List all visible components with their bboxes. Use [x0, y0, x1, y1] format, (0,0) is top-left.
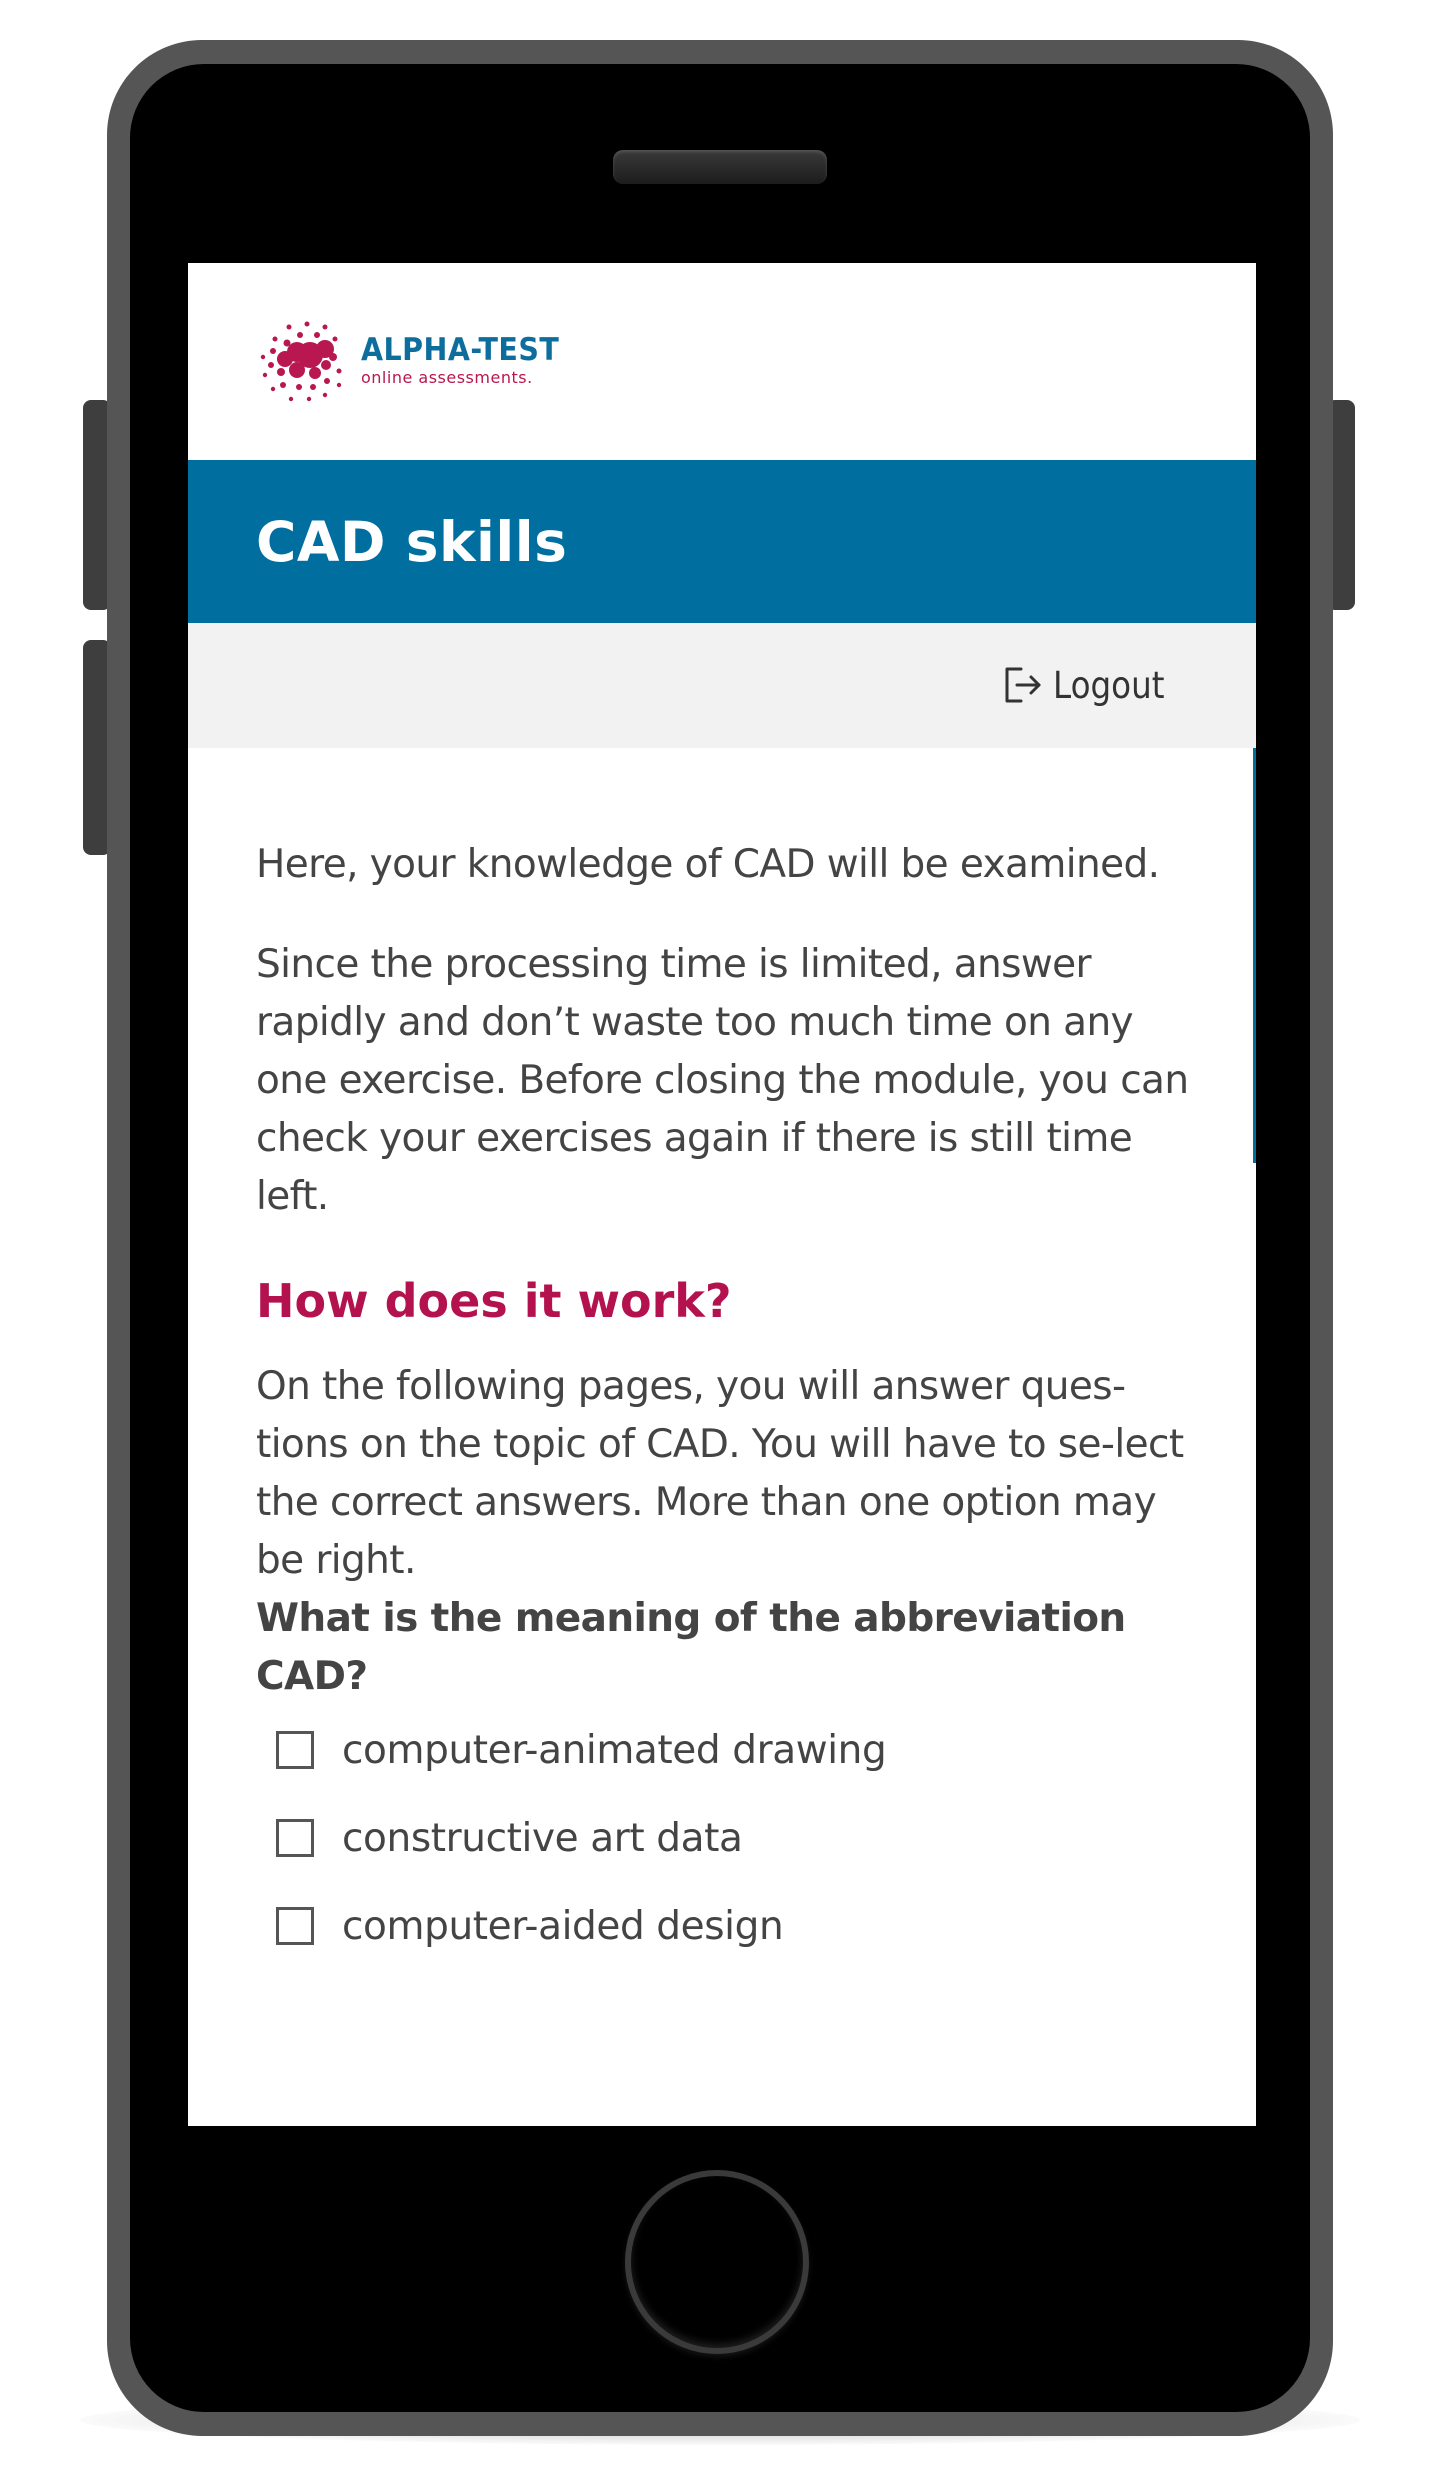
answer-label: computer-animated drawing — [342, 1727, 887, 1773]
logo-dots-icon — [255, 315, 345, 405]
answer-option[interactable] — [256, 1794, 1196, 1882]
brand-tagline: online assessments. — [361, 367, 533, 387]
answer-option[interactable] — [256, 1882, 1196, 1970]
instructions-text: Since the processing time is limited, answer rapidly and don’t waste too much time on any one exercise. Before closing the module, you can check your exercises again if there is still time left. — [256, 942, 1189, 1219]
main-content — [188, 748, 1256, 1970]
answer-label: computer-aided design — [342, 1903, 784, 1949]
logo-text — [361, 331, 577, 387]
phone-speaker — [613, 150, 827, 184]
intro-text: Here, your knowledge of CAD will be examined. — [256, 842, 1160, 887]
brand-name: ALPHA-TEST — [361, 331, 560, 368]
answer-options — [256, 1706, 1196, 1970]
screen-edge-accent — [1253, 723, 1256, 1163]
home-button — [625, 2170, 809, 2354]
brand-logo[interactable] — [255, 315, 577, 405]
section-heading: How does it work? — [256, 1274, 732, 1328]
answer-option[interactable] — [256, 1706, 1196, 1794]
logout-button[interactable] — [1001, 663, 1180, 707]
explanation-text: On the following pages, you will answer ques-tions on the topic of CAD. You will have to se-lect the correct answers. More than one option may be right. — [256, 1364, 1184, 1583]
question-text: What is the meaning of the abbreviation CAD? — [256, 1596, 1126, 1699]
logout-label: Logout — [1053, 663, 1165, 707]
answer-checkbox[interactable] — [276, 1819, 314, 1857]
nav-bar — [188, 623, 1256, 748]
logout-icon — [1001, 663, 1045, 707]
page-title: CAD skills — [256, 509, 568, 574]
phone-screen — [188, 263, 1256, 2126]
app-header — [188, 263, 1256, 460]
answer-label: constructive art data — [342, 1815, 743, 1861]
answer-checkbox[interactable] — [276, 1731, 314, 1769]
answer-checkbox[interactable] — [276, 1907, 314, 1945]
title-bar — [188, 460, 1256, 623]
